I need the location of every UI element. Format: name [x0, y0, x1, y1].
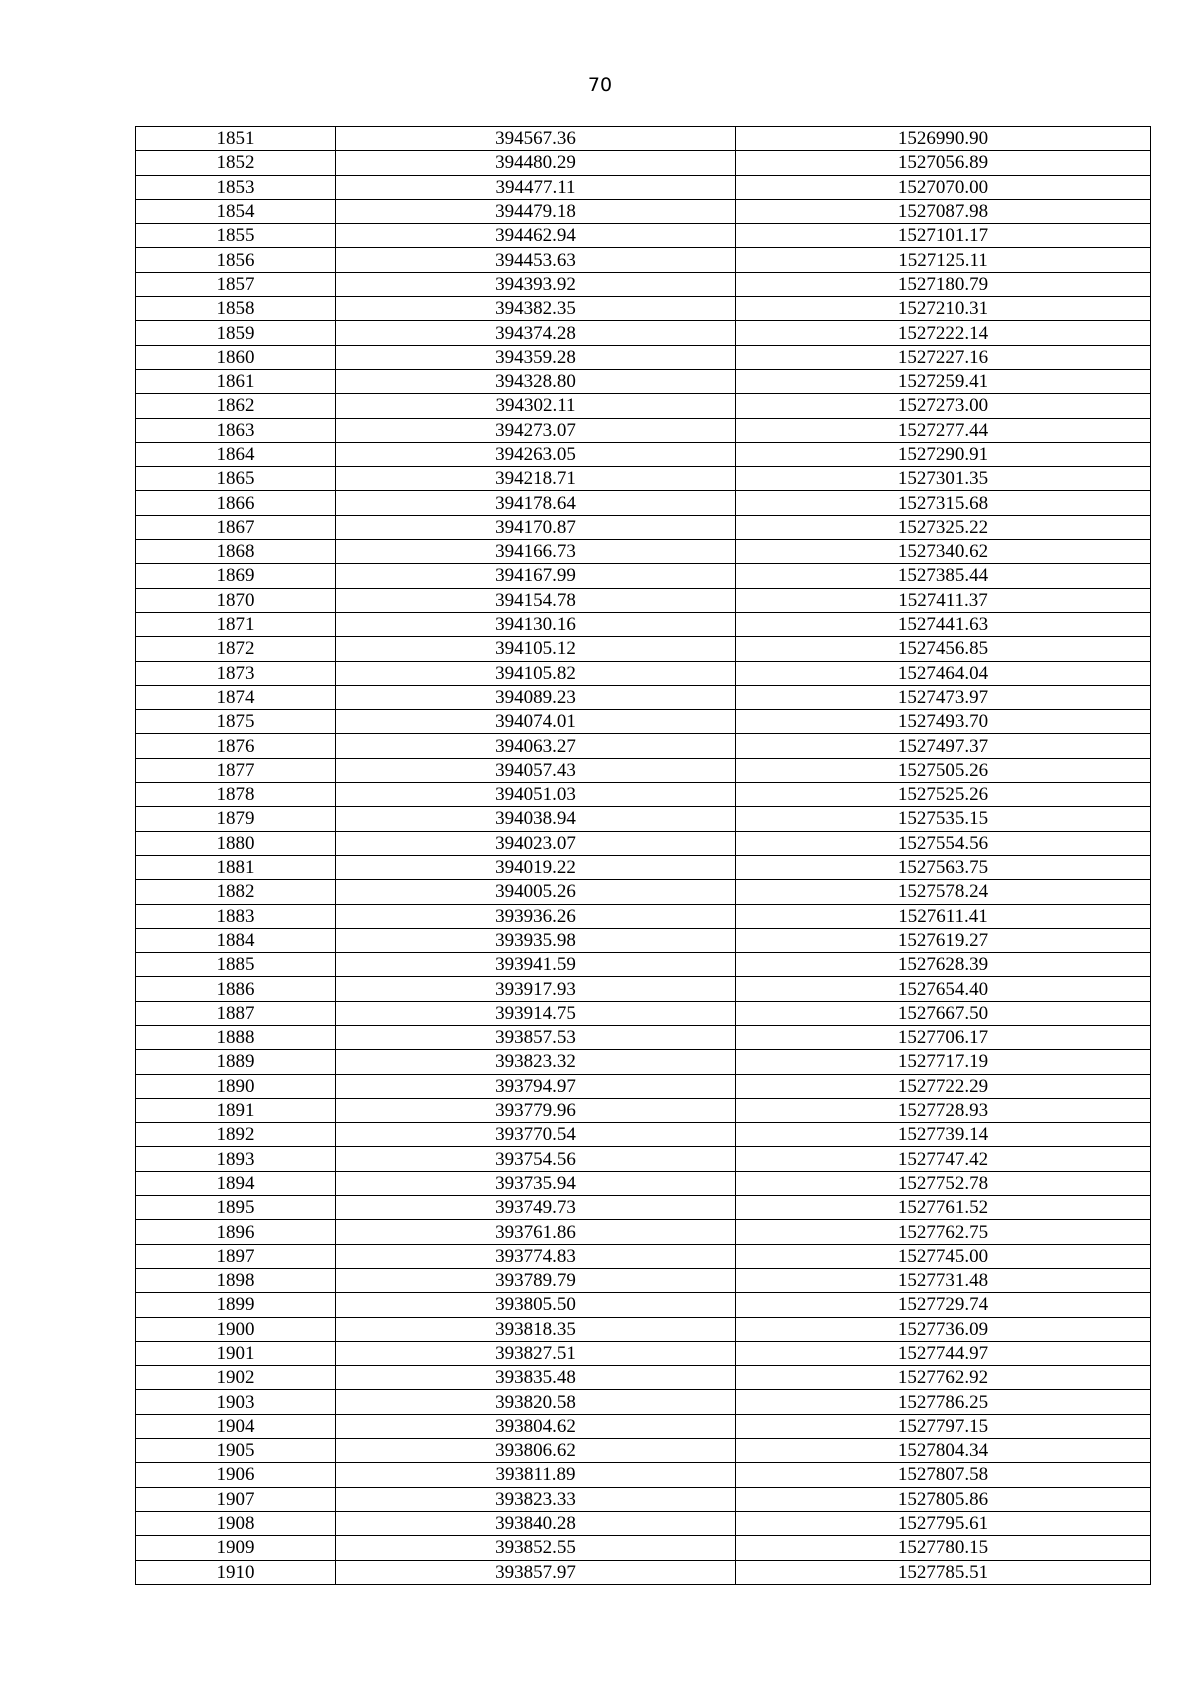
- y-coordinate-cell: 1527385.44: [736, 564, 1151, 588]
- table-row: [136, 928, 1151, 952]
- point-number-cell: 1903: [136, 1390, 336, 1414]
- table-row: [136, 758, 1151, 782]
- table-row: [136, 491, 1151, 515]
- point-number-cell: 1881: [136, 855, 336, 879]
- y-coordinate-cell: 1527797.15: [736, 1414, 1151, 1438]
- y-coordinate-cell: 1527744.97: [736, 1341, 1151, 1365]
- point-number-cell: 1856: [136, 248, 336, 272]
- point-number-cell: 1854: [136, 199, 336, 223]
- y-coordinate-cell: 1527056.89: [736, 151, 1151, 175]
- x-coordinate-cell: 394051.03: [336, 783, 736, 807]
- point-number-cell: 1859: [136, 321, 336, 345]
- y-coordinate-cell: 1527762.92: [736, 1366, 1151, 1390]
- y-coordinate-cell: 1527728.93: [736, 1098, 1151, 1122]
- table-row: [136, 612, 1151, 636]
- x-coordinate-cell: 394328.80: [336, 369, 736, 393]
- x-coordinate-cell: 394263.05: [336, 442, 736, 466]
- table-body: [136, 127, 1151, 1585]
- point-number-cell: 1883: [136, 904, 336, 928]
- table-row: [136, 540, 1151, 564]
- y-coordinate-cell: 1527070.00: [736, 175, 1151, 199]
- point-number-cell: 1886: [136, 977, 336, 1001]
- y-coordinate-cell: 1527736.09: [736, 1317, 1151, 1341]
- table-row: [136, 588, 1151, 612]
- point-number-cell: 1896: [136, 1220, 336, 1244]
- table-row: [136, 1171, 1151, 1195]
- point-number-cell: 1860: [136, 345, 336, 369]
- y-coordinate-cell: 1527747.42: [736, 1147, 1151, 1171]
- table-row: [136, 1025, 1151, 1049]
- point-number-cell: 1899: [136, 1293, 336, 1317]
- point-number-cell: 1901: [136, 1341, 336, 1365]
- table-row: [136, 855, 1151, 879]
- table-row: [136, 880, 1151, 904]
- y-coordinate-cell: 1527227.16: [736, 345, 1151, 369]
- point-number-cell: 1861: [136, 369, 336, 393]
- y-coordinate-cell: 1527807.58: [736, 1463, 1151, 1487]
- x-coordinate-cell: 394038.94: [336, 807, 736, 831]
- point-number-cell: 1898: [136, 1268, 336, 1292]
- point-number-cell: 1884: [136, 928, 336, 952]
- y-coordinate-cell: 1527752.78: [736, 1171, 1151, 1195]
- y-coordinate-cell: 1527505.26: [736, 758, 1151, 782]
- y-coordinate-cell: 1527762.75: [736, 1220, 1151, 1244]
- x-coordinate-cell: 393761.86: [336, 1220, 736, 1244]
- x-coordinate-cell: 393811.89: [336, 1463, 736, 1487]
- point-number-cell: 1906: [136, 1463, 336, 1487]
- x-coordinate-cell: 394462.94: [336, 224, 736, 248]
- y-coordinate-cell: 1527795.61: [736, 1511, 1151, 1535]
- table-row: [136, 1317, 1151, 1341]
- point-number-cell: 1857: [136, 272, 336, 296]
- point-number-cell: 1907: [136, 1487, 336, 1511]
- point-number-cell: 1910: [136, 1560, 336, 1584]
- table-row: [136, 175, 1151, 199]
- table-row: [136, 1196, 1151, 1220]
- y-coordinate-cell: 1527745.00: [736, 1244, 1151, 1268]
- x-coordinate-cell: 394170.87: [336, 515, 736, 539]
- point-number-cell: 1888: [136, 1025, 336, 1049]
- table-row: [136, 783, 1151, 807]
- point-number-cell: 1871: [136, 612, 336, 636]
- point-number-cell: 1874: [136, 685, 336, 709]
- y-coordinate-cell: 1527210.31: [736, 297, 1151, 321]
- table-row: [136, 710, 1151, 734]
- x-coordinate-cell: 394023.07: [336, 831, 736, 855]
- y-coordinate-cell: 1526990.90: [736, 127, 1151, 151]
- x-coordinate-cell: 393936.26: [336, 904, 736, 928]
- table-row: [136, 1098, 1151, 1122]
- x-coordinate-cell: 393835.48: [336, 1366, 736, 1390]
- y-coordinate-cell: 1527456.85: [736, 637, 1151, 661]
- point-number-cell: 1877: [136, 758, 336, 782]
- y-coordinate-cell: 1527340.62: [736, 540, 1151, 564]
- table-row: [136, 127, 1151, 151]
- x-coordinate-cell: 394019.22: [336, 855, 736, 879]
- table-row: [136, 394, 1151, 418]
- table-row: [136, 1560, 1151, 1584]
- y-coordinate-cell: 1527780.15: [736, 1536, 1151, 1560]
- x-coordinate-cell: 394154.78: [336, 588, 736, 612]
- table-row: [136, 977, 1151, 1001]
- x-coordinate-cell: 394567.36: [336, 127, 736, 151]
- y-coordinate-cell: 1527493.70: [736, 710, 1151, 734]
- point-number-cell: 1872: [136, 637, 336, 661]
- x-coordinate-cell: 393820.58: [336, 1390, 736, 1414]
- y-coordinate-cell: 1527525.26: [736, 783, 1151, 807]
- point-number-cell: 1870: [136, 588, 336, 612]
- table-row: [136, 1511, 1151, 1535]
- x-coordinate-cell: 393823.33: [336, 1487, 736, 1511]
- y-coordinate-cell: 1527619.27: [736, 928, 1151, 952]
- table-row: [136, 272, 1151, 296]
- x-coordinate-cell: 394105.82: [336, 661, 736, 685]
- y-coordinate-cell: 1527654.40: [736, 977, 1151, 1001]
- x-coordinate-cell: 393794.97: [336, 1074, 736, 1098]
- x-coordinate-cell: 394167.99: [336, 564, 736, 588]
- x-coordinate-cell: 394057.43: [336, 758, 736, 782]
- x-coordinate-cell: 393857.97: [336, 1560, 736, 1584]
- table-row: [136, 1147, 1151, 1171]
- table-row: [136, 1487, 1151, 1511]
- table-row: [136, 345, 1151, 369]
- point-number-cell: 1885: [136, 953, 336, 977]
- point-number-cell: 1879: [136, 807, 336, 831]
- table-row: [136, 515, 1151, 539]
- point-number-cell: 1851: [136, 127, 336, 151]
- table-row: [136, 1439, 1151, 1463]
- x-coordinate-cell: 393917.93: [336, 977, 736, 1001]
- y-coordinate-cell: 1527731.48: [736, 1268, 1151, 1292]
- x-coordinate-cell: 394479.18: [336, 199, 736, 223]
- x-coordinate-cell: 394273.07: [336, 418, 736, 442]
- y-coordinate-cell: 1527739.14: [736, 1123, 1151, 1147]
- table-row: [136, 1341, 1151, 1365]
- x-coordinate-cell: 394382.35: [336, 297, 736, 321]
- x-coordinate-cell: 394005.26: [336, 880, 736, 904]
- point-number-cell: 1892: [136, 1123, 336, 1147]
- point-number-cell: 1864: [136, 442, 336, 466]
- table-row: [136, 953, 1151, 977]
- x-coordinate-cell: 393852.55: [336, 1536, 736, 1560]
- x-coordinate-cell: 393857.53: [336, 1025, 736, 1049]
- x-coordinate-cell: 394063.27: [336, 734, 736, 758]
- table-row: [136, 1001, 1151, 1025]
- y-coordinate-cell: 1527101.17: [736, 224, 1151, 248]
- table-row: [136, 1293, 1151, 1317]
- point-number-cell: 1867: [136, 515, 336, 539]
- x-coordinate-cell: 393827.51: [336, 1341, 736, 1365]
- y-coordinate-cell: 1527535.15: [736, 807, 1151, 831]
- y-coordinate-cell: 1527628.39: [736, 953, 1151, 977]
- point-number-cell: 1853: [136, 175, 336, 199]
- y-coordinate-cell: 1527717.19: [736, 1050, 1151, 1074]
- point-number-cell: 1863: [136, 418, 336, 442]
- table-row: [136, 1268, 1151, 1292]
- table-row: [136, 442, 1151, 466]
- point-number-cell: 1905: [136, 1439, 336, 1463]
- y-coordinate-cell: 1527804.34: [736, 1439, 1151, 1463]
- point-number-cell: 1887: [136, 1001, 336, 1025]
- page-number: 70: [587, 74, 613, 96]
- point-number-cell: 1873: [136, 661, 336, 685]
- x-coordinate-cell: 394480.29: [336, 151, 736, 175]
- x-coordinate-cell: 393789.79: [336, 1268, 736, 1292]
- table-row: [136, 369, 1151, 393]
- point-number-cell: 1904: [136, 1414, 336, 1438]
- table-row: [136, 734, 1151, 758]
- x-coordinate-cell: 393754.56: [336, 1147, 736, 1171]
- point-number-cell: 1897: [136, 1244, 336, 1268]
- x-coordinate-cell: 394166.73: [336, 540, 736, 564]
- y-coordinate-cell: 1527087.98: [736, 199, 1151, 223]
- y-coordinate-cell: 1527301.35: [736, 467, 1151, 491]
- x-coordinate-cell: 394089.23: [336, 685, 736, 709]
- y-coordinate-cell: 1527497.37: [736, 734, 1151, 758]
- y-coordinate-cell: 1527290.91: [736, 442, 1151, 466]
- table-row: [136, 1366, 1151, 1390]
- x-coordinate-cell: 394178.64: [336, 491, 736, 515]
- y-coordinate-cell: 1527611.41: [736, 904, 1151, 928]
- y-coordinate-cell: 1527473.97: [736, 685, 1151, 709]
- point-number-cell: 1900: [136, 1317, 336, 1341]
- table-row: [136, 1390, 1151, 1414]
- x-coordinate-cell: 393770.54: [336, 1123, 736, 1147]
- y-coordinate-cell: 1527563.75: [736, 855, 1151, 879]
- coordinates-table: [135, 126, 1151, 1585]
- x-coordinate-cell: 393735.94: [336, 1171, 736, 1195]
- x-coordinate-cell: 394359.28: [336, 345, 736, 369]
- table-row: [136, 637, 1151, 661]
- y-coordinate-cell: 1527277.44: [736, 418, 1151, 442]
- y-coordinate-cell: 1527464.04: [736, 661, 1151, 685]
- y-coordinate-cell: 1527180.79: [736, 272, 1151, 296]
- table-row: [136, 418, 1151, 442]
- table-row: [136, 199, 1151, 223]
- point-number-cell: 1865: [136, 467, 336, 491]
- table-row: [136, 248, 1151, 272]
- point-number-cell: 1908: [136, 1511, 336, 1535]
- point-number-cell: 1858: [136, 297, 336, 321]
- x-coordinate-cell: 394302.11: [336, 394, 736, 418]
- x-coordinate-cell: 393818.35: [336, 1317, 736, 1341]
- table-row: [136, 807, 1151, 831]
- x-coordinate-cell: 393941.59: [336, 953, 736, 977]
- point-number-cell: 1880: [136, 831, 336, 855]
- point-number-cell: 1891: [136, 1098, 336, 1122]
- point-number-cell: 1866: [136, 491, 336, 515]
- y-coordinate-cell: 1527706.17: [736, 1025, 1151, 1049]
- table-row: [136, 904, 1151, 928]
- point-number-cell: 1878: [136, 783, 336, 807]
- table-row: [136, 1074, 1151, 1098]
- y-coordinate-cell: 1527441.63: [736, 612, 1151, 636]
- table-row: [136, 661, 1151, 685]
- x-coordinate-cell: 393823.32: [336, 1050, 736, 1074]
- y-coordinate-cell: 1527785.51: [736, 1560, 1151, 1584]
- point-number-cell: 1875: [136, 710, 336, 734]
- x-coordinate-cell: 394130.16: [336, 612, 736, 636]
- y-coordinate-cell: 1527667.50: [736, 1001, 1151, 1025]
- y-coordinate-cell: 1527411.37: [736, 588, 1151, 612]
- x-coordinate-cell: 393914.75: [336, 1001, 736, 1025]
- y-coordinate-cell: 1527722.29: [736, 1074, 1151, 1098]
- x-coordinate-cell: 393806.62: [336, 1439, 736, 1463]
- x-coordinate-cell: 393779.96: [336, 1098, 736, 1122]
- y-coordinate-cell: 1527786.25: [736, 1390, 1151, 1414]
- x-coordinate-cell: 394105.12: [336, 637, 736, 661]
- table-row: [136, 831, 1151, 855]
- table-row: [136, 1463, 1151, 1487]
- point-number-cell: 1889: [136, 1050, 336, 1074]
- point-number-cell: 1862: [136, 394, 336, 418]
- table-row: [136, 1220, 1151, 1244]
- point-number-cell: 1852: [136, 151, 336, 175]
- y-coordinate-cell: 1527578.24: [736, 880, 1151, 904]
- table-row: [136, 685, 1151, 709]
- y-coordinate-cell: 1527222.14: [736, 321, 1151, 345]
- point-number-cell: 1895: [136, 1196, 336, 1220]
- table-row: [136, 564, 1151, 588]
- point-number-cell: 1894: [136, 1171, 336, 1195]
- x-coordinate-cell: 393749.73: [336, 1196, 736, 1220]
- y-coordinate-cell: 1527761.52: [736, 1196, 1151, 1220]
- point-number-cell: 1909: [136, 1536, 336, 1560]
- table-row: [136, 1244, 1151, 1268]
- x-coordinate-cell: 394453.63: [336, 248, 736, 272]
- point-number-cell: 1868: [136, 540, 336, 564]
- table-row: [136, 1414, 1151, 1438]
- point-number-cell: 1855: [136, 224, 336, 248]
- table-row: [136, 321, 1151, 345]
- x-coordinate-cell: 393805.50: [336, 1293, 736, 1317]
- y-coordinate-cell: 1527554.56: [736, 831, 1151, 855]
- y-coordinate-cell: 1527805.86: [736, 1487, 1151, 1511]
- y-coordinate-cell: 1527273.00: [736, 394, 1151, 418]
- x-coordinate-cell: 393935.98: [336, 928, 736, 952]
- point-number-cell: 1869: [136, 564, 336, 588]
- x-coordinate-cell: 394074.01: [336, 710, 736, 734]
- point-number-cell: 1890: [136, 1074, 336, 1098]
- point-number-cell: 1893: [136, 1147, 336, 1171]
- y-coordinate-cell: 1527325.22: [736, 515, 1151, 539]
- x-coordinate-cell: 394393.92: [336, 272, 736, 296]
- x-coordinate-cell: 394477.11: [336, 175, 736, 199]
- point-number-cell: 1882: [136, 880, 336, 904]
- x-coordinate-cell: 393804.62: [336, 1414, 736, 1438]
- point-number-cell: 1902: [136, 1366, 336, 1390]
- table-row: [136, 1536, 1151, 1560]
- y-coordinate-cell: 1527729.74: [736, 1293, 1151, 1317]
- x-coordinate-cell: 394374.28: [336, 321, 736, 345]
- table-row: [136, 224, 1151, 248]
- table-row: [136, 151, 1151, 175]
- table-row: [136, 297, 1151, 321]
- x-coordinate-cell: 393840.28: [336, 1511, 736, 1535]
- table-row: [136, 1123, 1151, 1147]
- y-coordinate-cell: 1527259.41: [736, 369, 1151, 393]
- point-number-cell: 1876: [136, 734, 336, 758]
- y-coordinate-cell: 1527125.11: [736, 248, 1151, 272]
- table-row: [136, 1050, 1151, 1074]
- table-row: [136, 467, 1151, 491]
- y-coordinate-cell: 1527315.68: [736, 491, 1151, 515]
- x-coordinate-cell: 394218.71: [336, 467, 736, 491]
- x-coordinate-cell: 393774.83: [336, 1244, 736, 1268]
